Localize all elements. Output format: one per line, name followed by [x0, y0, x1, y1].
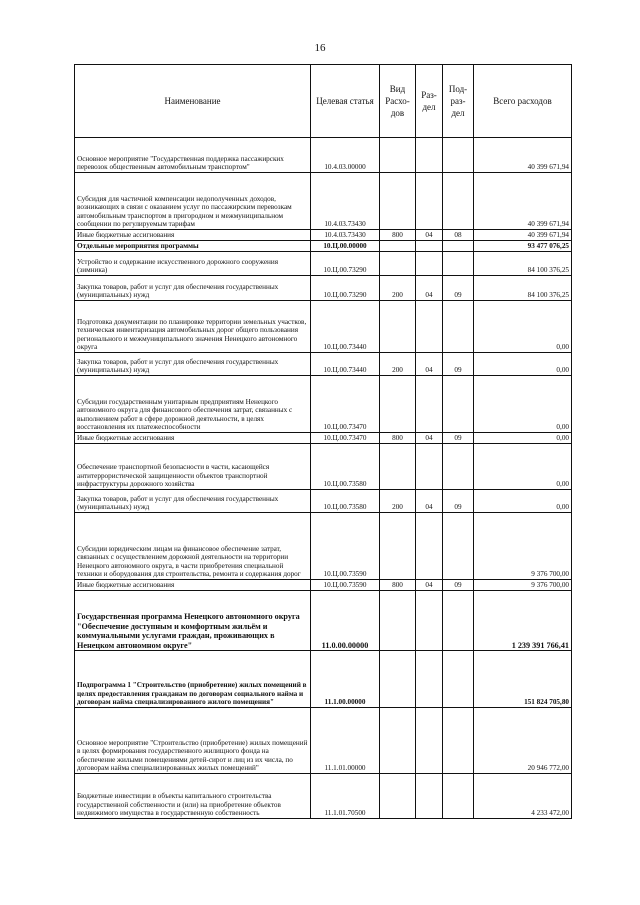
cell-podrazdel: [443, 241, 474, 252]
cell-total: 9 376 700,00: [474, 513, 572, 580]
cell-name: Основное мероприятие "Строительство (приобретение) жилых помещений в целях формирования государственного жилищного фонда на обеспечение жилыми помещениями детей-сирот и лиц из их числа, по договорам найма специализированных жилых помещений": [75, 708, 311, 774]
cell-podrazdel: 09: [443, 580, 474, 591]
cell-total: 0,00: [474, 444, 572, 490]
cell-code: 10.Ц.00.73590: [311, 580, 380, 591]
table-row: [75, 513, 572, 580]
cell-code: 10.Ц.00.73580: [311, 444, 380, 490]
cell-code: 10.4.03.00000: [311, 138, 380, 173]
cell-vid: [380, 252, 416, 276]
cell-vid: [380, 513, 416, 580]
cell-total: 0,00: [474, 433, 572, 444]
header-vid: Вид Расхо-дов: [380, 65, 416, 138]
cell-podrazdel: [443, 301, 474, 353]
table-row: [75, 353, 572, 376]
cell-podrazdel: [443, 138, 474, 173]
cell-name: Иные бюджетные ассигнования: [75, 230, 311, 241]
budget-table: [74, 64, 572, 819]
cell-podrazdel: 09: [443, 433, 474, 444]
table-row: [75, 774, 572, 819]
cell-razdel: [416, 252, 443, 276]
cell-podrazdel: [443, 591, 474, 651]
cell-total: 84 100 376,25: [474, 252, 572, 276]
cell-name: Обеспечение транспортной безопасности в части, касающейся антитеррористической защищенности объектов транспортной инфраструктуры дорожного хозяйства: [75, 444, 311, 490]
table-row: [75, 651, 572, 708]
cell-razdel: [416, 241, 443, 252]
cell-podrazdel: 09: [443, 276, 474, 301]
header-razdel: Раз-дел: [416, 65, 443, 138]
cell-vid: [380, 241, 416, 252]
cell-name: Субсидии государственным унитарным предприятиям Ненецкого автономного округа для финансового обеспечения затрат, связанных с выполнением работ в сфере дорожной деятельности, в целях восстановления их платежеспособности: [75, 376, 311, 433]
cell-code: 10.4.03.73430: [311, 173, 380, 230]
cell-total: 20 946 772,00: [474, 708, 572, 774]
cell-razdel: 04: [416, 490, 443, 513]
cell-name: Подготовка документации по планировке территории земельных участков, техническая инвентаризация автомобильных дорог общего пользования регионального и межмуниципального значения Ненецкого автономного округа: [75, 301, 311, 353]
cell-code: 10.Ц.00.73440: [311, 353, 380, 376]
cell-vid: 800: [380, 433, 416, 444]
cell-razdel: [416, 708, 443, 774]
header-total: Всего расходов: [474, 65, 572, 138]
table-row: [75, 252, 572, 276]
cell-podrazdel: [443, 708, 474, 774]
cell-name: Иные бюджетные ассигнования: [75, 580, 311, 591]
cell-razdel: 04: [416, 353, 443, 376]
cell-code: 10.Ц.00.73470: [311, 376, 380, 433]
cell-vid: [380, 774, 416, 819]
table-row: [75, 230, 572, 241]
table-row: [75, 433, 572, 444]
cell-razdel: 04: [416, 433, 443, 444]
cell-total: 9 376 700,00: [474, 580, 572, 591]
cell-total: 0,00: [474, 353, 572, 376]
cell-total: 0,00: [474, 301, 572, 353]
table-row: [75, 241, 572, 252]
header-name: Наименование: [75, 65, 311, 138]
cell-code: 10.Ц.00.73440: [311, 301, 380, 353]
cell-total: 1 239 391 766,41: [474, 591, 572, 651]
cell-name: Субсидия для частичной компенсации недополученных доходов, возникающих в связи с оказанием услуг по пассажирским перевозкам автомобильным транспортом в пригородном и межмуниципальном сообщении по регулируемым тарифам: [75, 173, 311, 230]
table-row: [75, 580, 572, 591]
cell-vid: [380, 708, 416, 774]
table-row: [75, 591, 572, 651]
cell-razdel: [416, 651, 443, 708]
cell-total: 40 399 671,94: [474, 230, 572, 241]
cell-podrazdel: [443, 444, 474, 490]
cell-podrazdel: [443, 376, 474, 433]
cell-name: Закупка товаров, работ и услуг для обеспечения государственных (муниципальных) нужд: [75, 490, 311, 513]
cell-vid: [380, 444, 416, 490]
cell-podrazdel: 09: [443, 490, 474, 513]
cell-razdel: [416, 774, 443, 819]
cell-name: Закупка товаров, работ и услуг для обеспечения государственных (муниципальных) нужд: [75, 276, 311, 301]
cell-razdel: [416, 444, 443, 490]
cell-vid: [380, 591, 416, 651]
table-row: [75, 276, 572, 301]
cell-vid: [380, 376, 416, 433]
cell-name: Устройство и содержание искусственного дорожного сооружения (зимника): [75, 252, 311, 276]
cell-total: 0,00: [474, 490, 572, 513]
cell-podrazdel: [443, 173, 474, 230]
cell-vid: [380, 173, 416, 230]
cell-podrazdel: [443, 252, 474, 276]
cell-vid: [380, 651, 416, 708]
cell-total: 84 100 376,25: [474, 276, 572, 301]
cell-total: 4 233 472,00: [474, 774, 572, 819]
cell-code: 11.1.01.00000: [311, 708, 380, 774]
cell-total: 0,00: [474, 376, 572, 433]
cell-vid: 800: [380, 580, 416, 591]
cell-name: Отдельные мероприятия программы: [75, 241, 311, 252]
cell-vid: 200: [380, 276, 416, 301]
table-row: [75, 138, 572, 173]
cell-code: 10.4.03.73430: [311, 230, 380, 241]
table-row: [75, 444, 572, 490]
cell-name: Основное мероприятие "Государственная поддержка пассажирских перевозок общественным автомобильным транспортом": [75, 138, 311, 173]
cell-razdel: [416, 513, 443, 580]
cell-code: 10.Ц.00.73470: [311, 433, 380, 444]
table-row: [75, 708, 572, 774]
cell-code: 11.1.01.70500: [311, 774, 380, 819]
header-code: Целевая статья: [311, 65, 380, 138]
cell-code: 10.Ц.00.73580: [311, 490, 380, 513]
cell-razdel: [416, 376, 443, 433]
cell-vid: [380, 138, 416, 173]
cell-podrazdel: 08: [443, 230, 474, 241]
cell-vid: 200: [380, 353, 416, 376]
cell-name: Субсидии юридическим лицам на финансовое обеспечение затрат, связанных с осуществлением дорожной деятельности на территории Ненецкого автономного округа, в части приобретения специальной техники и оборудования для строительства, ремонта и содержания дорог: [75, 513, 311, 580]
cell-vid: 800: [380, 230, 416, 241]
table-row: [75, 173, 572, 230]
cell-razdel: 04: [416, 230, 443, 241]
table-row: [75, 490, 572, 513]
cell-name: Подпрограмма 1 "Строительство (приобретение) жилых помещений в целях предоставления гражданам по договорам социального найма и договорам найма специализированного жилого помещения": [75, 651, 311, 708]
cell-code: 10.Ц.00.73290: [311, 252, 380, 276]
page-number: 16: [314, 42, 326, 54]
cell-podrazdel: [443, 774, 474, 819]
cell-razdel: 04: [416, 276, 443, 301]
cell-name: Иные бюджетные ассигнования: [75, 433, 311, 444]
cell-razdel: [416, 591, 443, 651]
cell-code: 10.Ц.00.73590: [311, 513, 380, 580]
cell-total: 40 399 671,94: [474, 173, 572, 230]
header-row: [75, 65, 572, 138]
cell-razdel: [416, 138, 443, 173]
table-row: [75, 301, 572, 353]
cell-podrazdel: [443, 513, 474, 580]
cell-code: 11.0.00.00000: [311, 591, 380, 651]
cell-razdel: [416, 173, 443, 230]
cell-podrazdel: [443, 651, 474, 708]
cell-name: Государственная программа Ненецкого автономного округа "Обеспечение доступным и комфортным жильём и коммунальными услугами граждан, проживающих в Ненецком автономном округе": [75, 591, 311, 651]
cell-vid: 200: [380, 490, 416, 513]
cell-total: 93 477 076,25: [474, 241, 572, 252]
cell-name: Закупка товаров, работ и услуг для обеспечения государственных (муниципальных) нужд: [75, 353, 311, 376]
cell-podrazdel: 09: [443, 353, 474, 376]
table-row: [75, 376, 572, 433]
cell-total: 151 824 705,80: [474, 651, 572, 708]
cell-razdel: [416, 301, 443, 353]
cell-code: 10.Ц.00.00000: [311, 241, 380, 252]
cell-razdel: 04: [416, 580, 443, 591]
cell-vid: [380, 301, 416, 353]
cell-total: 40 399 671,94: [474, 138, 572, 173]
cell-name: Бюджетные инвестиции в объекты капитального строительства государственной собственности и (или) на приобретение объектов недвижимого имущества в государственную собственность: [75, 774, 311, 819]
cell-code: 10.Ц.00.73290: [311, 276, 380, 301]
cell-code: 11.1.00.00000: [311, 651, 380, 708]
header-podrazdel: Под-раз-дел: [443, 65, 474, 138]
